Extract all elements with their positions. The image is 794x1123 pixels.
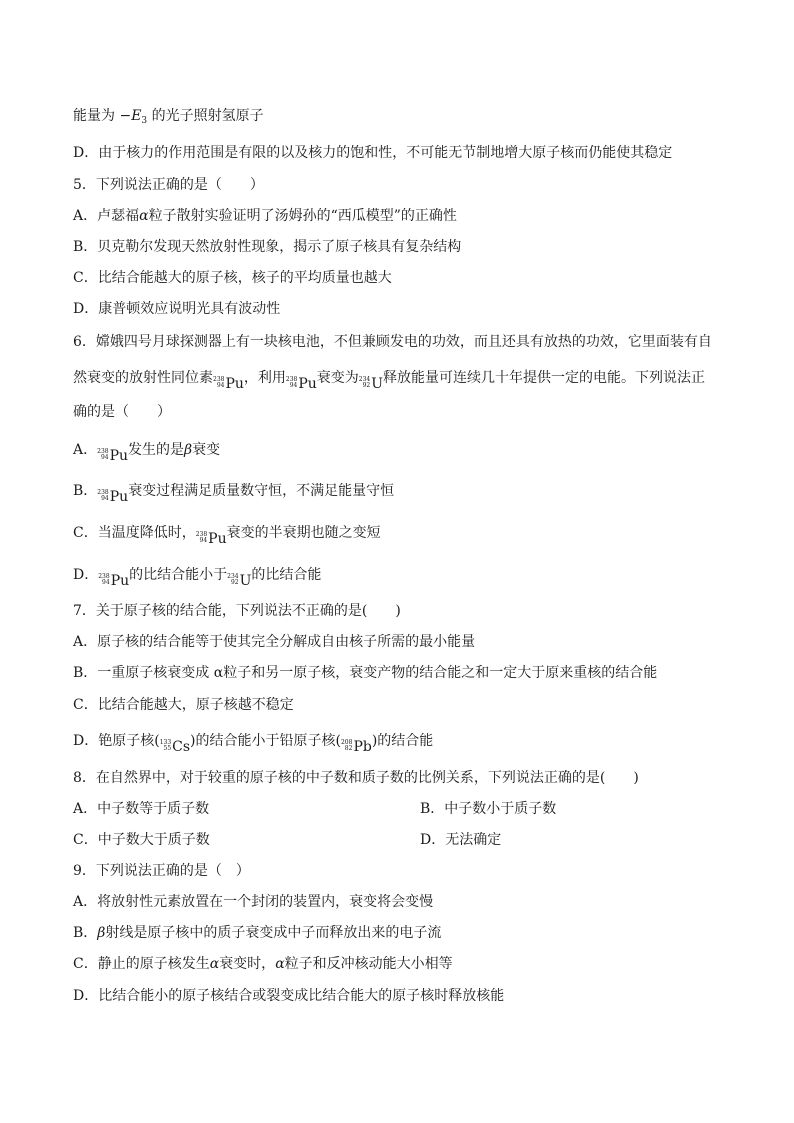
element-symbol: Pu — [109, 489, 129, 505]
q6-b-post: 衰变过程满足质量数守恒，不满足能量守恒 — [128, 483, 395, 499]
q7-option-c: C．比结合能越大，原子核越不稳定 — [73, 697, 294, 713]
atomic-number: 94 — [216, 382, 225, 389]
beta-symbol: β — [184, 442, 193, 458]
q6-a-pre: A． — [73, 442, 98, 458]
nuclide-pu — [98, 571, 129, 591]
element-symbol: Pu — [109, 448, 129, 464]
atomic-number: 94 — [100, 454, 109, 461]
q9-b-post: 射线是原子核中的质子衰变成中子而释放出来的电子流 — [105, 925, 442, 941]
nuclide-pu — [213, 374, 244, 394]
nuclide-pu — [286, 374, 317, 394]
q5-a-pre: A．卢瑟福 — [73, 208, 140, 224]
q6-line2-c: 衰变为 — [316, 370, 359, 386]
q5-a-post: 粒子散射实验证明了汤姆孙的“西瓜模型”的正确性 — [148, 208, 457, 224]
mass-number: 238 — [213, 376, 225, 383]
q6-line2-b: ，利用 — [243, 370, 286, 386]
mass-number: 238 — [97, 448, 109, 455]
q8-option-a: A．中子数等于质子数 — [73, 801, 210, 817]
q6-d-mid: 的比结合能小于 — [129, 567, 228, 583]
element-symbol: U — [239, 573, 252, 589]
q7-d-mid: )的结合能小于铅原子核( — [190, 733, 341, 749]
q7-option-d — [73, 731, 433, 757]
nuclide-pu — [196, 529, 227, 549]
mass-number: 238 — [98, 573, 110, 580]
q4-tail-post: 的光子照射氢原子 — [147, 108, 264, 124]
atomic-number: 82 — [344, 745, 353, 752]
q6-c-post: 衰变的半衰期也随之变短 — [226, 525, 381, 541]
q6-stem-line-2 — [73, 368, 705, 394]
beta-symbol: β — [97, 925, 106, 941]
nuclide-pu — [97, 487, 128, 507]
q7-option-a: A．原子核的结合能等于使其完全分解成自由核子所需的最小能量 — [73, 634, 476, 650]
alpha-symbol: α — [275, 956, 285, 972]
q6-d-post: 的比结合能 — [251, 567, 322, 583]
nuclide-u — [227, 571, 251, 591]
q7-d-post: )的结合能 — [371, 733, 434, 749]
q5-option-a — [73, 206, 457, 226]
q9-b-pre: B． — [73, 925, 98, 941]
q5-option-b: B．贝克勒尔发现天然放射性现象，揭示了原子核具有复杂结构 — [73, 239, 462, 255]
atomic-number: 94 — [102, 579, 110, 586]
q6-option-a — [73, 440, 220, 466]
alpha-symbol: α — [209, 956, 220, 972]
mass-number: 238 — [97, 489, 109, 496]
q6-stem-line-1: 6．嫦娥四号月球探测器上有一块核电池，不但兼顾发电的功效，而且还具有放热的功效，它里面装有自 — [73, 334, 712, 350]
q6-option-c — [73, 523, 381, 549]
q5-option-c: C．比结合能越大的原子核，核子的平均质量也越大 — [73, 270, 392, 286]
q4-tail-pre: 能量为 − — [73, 108, 132, 124]
q8-option-d: D．无法确定 — [420, 832, 502, 848]
element-symbol: Pu — [110, 573, 130, 589]
atomic-number: 92 — [230, 579, 239, 586]
atomic-number: 92 — [362, 382, 371, 389]
q9-c-pre: C．静止的原子核发生 — [73, 956, 210, 972]
mass-number: 234 — [358, 376, 371, 383]
q6-option-b — [73, 481, 394, 507]
q6-c-pre: C．当温度降低时， — [73, 525, 196, 541]
q7-d-pre: D．铯原子核( — [73, 733, 160, 749]
q8-option-c: C．中子数大于质子数 — [73, 832, 210, 848]
alpha-symbol: α — [139, 208, 149, 224]
q8-options-row-1 — [73, 799, 557, 819]
atomic-number: 55 — [163, 745, 172, 752]
q6-option-d — [73, 565, 321, 591]
element-symbol: Pu — [298, 376, 317, 392]
q6-a-end: 衰变 — [192, 442, 221, 458]
q6-d-pre: D． — [73, 567, 99, 583]
energy-subscript: 3 — [141, 116, 148, 126]
q7-option-b: B．一重原子核衰变成 α粒子和另一原子核，衰变产物的结合能之和一定大于原来重核的结合能 — [73, 665, 658, 681]
q9-option-b — [73, 923, 441, 943]
q6-a-post: 发生的是 — [128, 442, 185, 458]
q9-c-post: 粒子和反冲核动能大小相等 — [284, 956, 453, 972]
q8-stem: 8．在自然界中，对于较重的原子核的中子数和质子数的比例关系，下列说法正确的是( ) — [73, 770, 639, 786]
nuclide-cs — [160, 737, 190, 757]
q6-line2-a: 然衰变的放射性同位素 — [73, 370, 213, 386]
element-symbol: Pb — [353, 739, 372, 755]
q9-stem: 9．下列说法正确的是（ ） — [73, 863, 250, 879]
mass-number: 234 — [227, 573, 239, 580]
element-symbol: U — [371, 376, 384, 392]
element-symbol: Pu — [208, 531, 227, 547]
q7-stem: 7．关于原子核的结合能，下列说法不正确的是( ) — [73, 603, 401, 619]
mass-number: 208 — [340, 739, 353, 746]
q9-option-d: D．比结合能小的原子核结合或裂变成比结合能大的原子核时释放核能 — [73, 988, 505, 1004]
mass-number: 133 — [159, 739, 172, 746]
atomic-number: 94 — [289, 382, 298, 389]
q8-options-row-2 — [73, 830, 502, 850]
nuclide-u — [359, 374, 383, 394]
q4-option-d: D．由于核力的作用范围是有限的以及核力的饱和性，不可能无节制地增大原子核而仍能使其稳定 — [73, 145, 673, 161]
q8-option-b: B．中子数小于质子数 — [420, 801, 557, 817]
nuclide-pb — [341, 737, 372, 757]
mass-number: 238 — [195, 531, 208, 538]
q9-option-c — [73, 954, 453, 974]
mass-number: 238 — [285, 376, 298, 383]
q6-stem-line-3: 确的是（ ） — [73, 404, 171, 420]
q5-option-d: D．康普顿效应说明光具有波动性 — [73, 301, 281, 317]
element-symbol: Pu — [225, 376, 244, 392]
q4-tail-line — [73, 106, 264, 131]
q5-stem: 5．下列说法正确的是（ ） — [73, 177, 264, 193]
q9-c-mid: 衰变时， — [219, 956, 276, 972]
nuclide-pu — [97, 446, 128, 466]
q9-option-a: A．将放射性元素放置在一个封闭的装置内，衰变将会变慢 — [73, 894, 434, 910]
atomic-number: 94 — [101, 495, 109, 502]
q6-line2-d: 释放能量可连续几十年提供一定的电能。下列说法正 — [383, 370, 706, 386]
q6-b-pre: B． — [73, 483, 98, 499]
element-symbol: Cs — [172, 739, 191, 755]
energy-symbol: E — [131, 108, 142, 124]
atomic-number: 94 — [199, 537, 208, 544]
